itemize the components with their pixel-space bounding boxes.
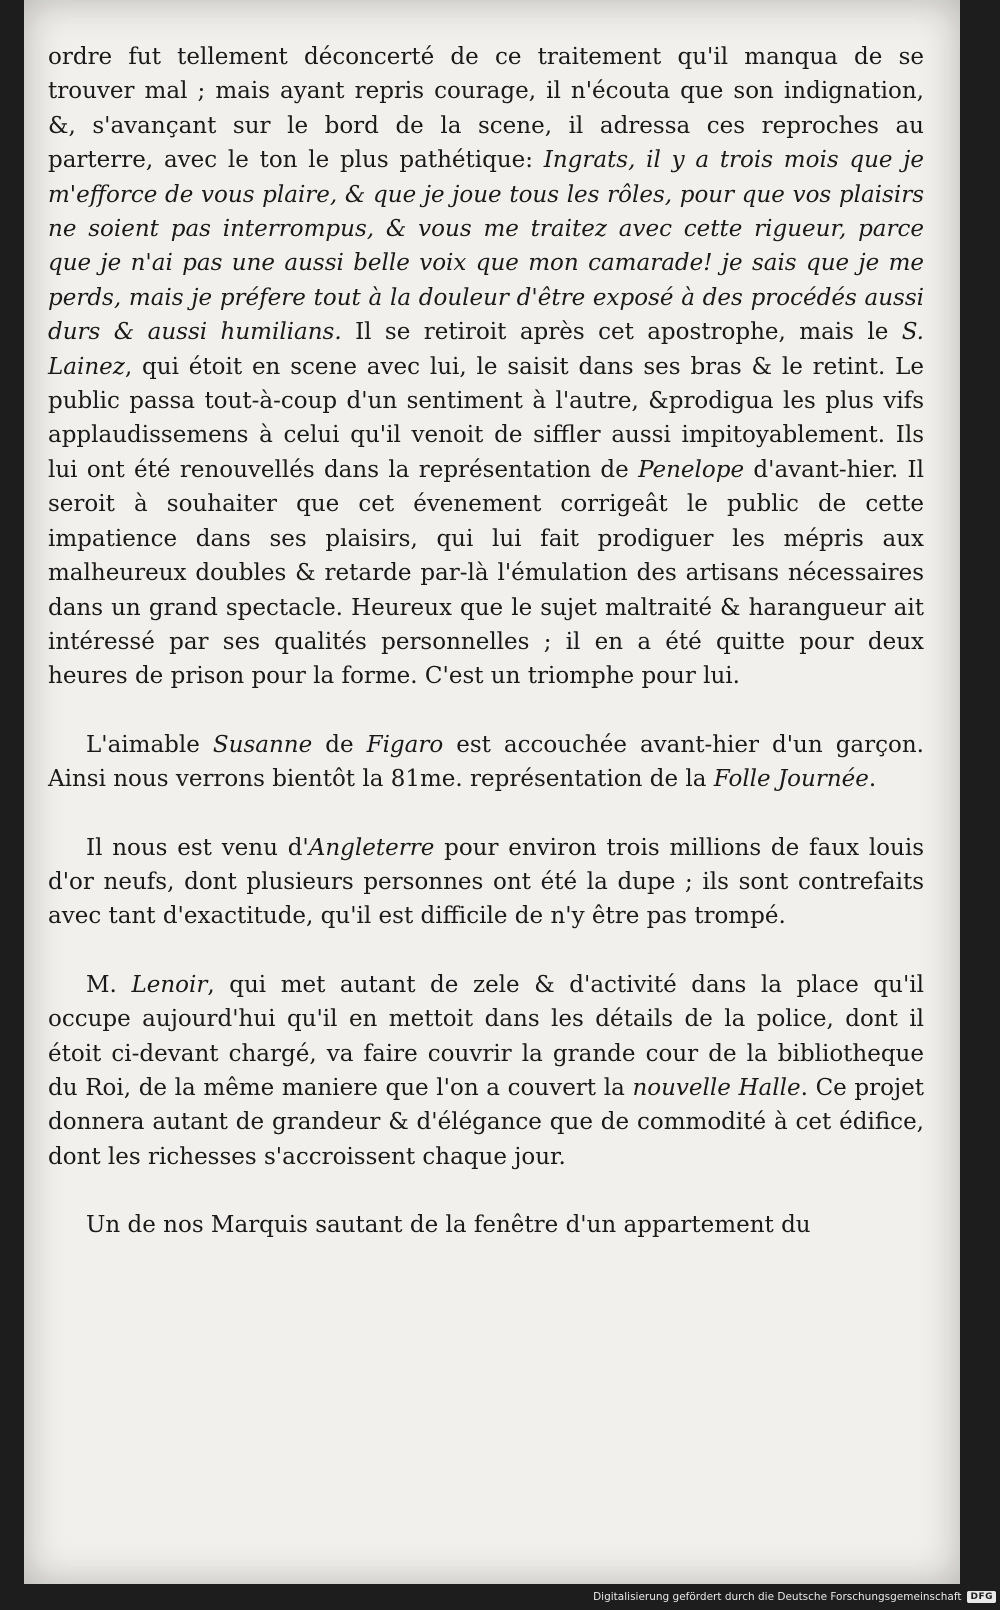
text-run: .	[868, 766, 877, 793]
scanned-page	[24, 0, 960, 1584]
text-run: , qui étoit en scene avec lui, le saisit dans ses bras & le retint. Le public passa tout-à-coup d'un sentiment à l'autre, &prodigua les plus vifs applaudissemens à celui qu'il venoit de siffler aussi impitoyablement. Ils lui ont été renouvellés dans la représentation de	[48, 353, 924, 483]
text-run: L'aimable	[86, 731, 213, 758]
text-run: , qui met autant de zele & d'activité dans la place qu'il occupe aujourd'hui qu'il en mettoit dans les détails de la police, dont il étoit ci-devant chargé, va faire couvrir la grande cour de la bibliotheque du Roi, de la même maniere que l'on a couvert la	[48, 971, 924, 1101]
paragraph-counterfeit-coins	[48, 831, 924, 934]
actor-speech-quote: Ingrats, il y a trois mois que je m'efforce de vous plaire, & que je joue tous les rôles, pour que vos plaisirs ne soient pas interrompus, & vous me traitez avec cette rigueur, parce que je n'ai pas une aussi belle voix que mon camarade! je sais que je me perds, mais je préfere tout à la douleur d'être exposé à des procédés aussi durs & aussi humilians.	[48, 147, 924, 346]
text-run: . Ce projet donnera autant de grandeur & d'élégance que de commodité à cet édifice, dont les richesses s'accroissent chaque jour.	[48, 1074, 924, 1170]
play-title: Figaro	[366, 731, 444, 758]
credit-text: Digitalisierung gefördert durch die Deutsche Forschungsgemeinschaft	[593, 1591, 962, 1603]
opera-title: Penelope	[638, 456, 745, 483]
text-run: de	[312, 731, 367, 758]
place-name: Angleterre	[308, 834, 435, 861]
play-title: Folle Journée	[713, 766, 869, 793]
digitization-credit	[593, 1588, 996, 1606]
paragraph-susanne	[48, 728, 924, 797]
text-run: Il nous est venu d'	[86, 834, 309, 861]
dfg-logo-icon: DFG	[967, 1591, 996, 1603]
text-run: ordre fut tellement déconcerté de ce traitement qu'il manqua de se trouver mal ; mais ayant repris courage, il n'écouta que son indignation, &, s'avançant sur le bord de la scene, il adressa ces reproches au parterre, avec le ton le plus pathétique:	[48, 44, 924, 174]
text-run: Un de nos Marquis sautant de la fenêtre d'un appartement du	[86, 1212, 811, 1239]
person-name: Susanne	[212, 731, 313, 758]
person-name: S. Lainez	[48, 319, 924, 380]
paragraph-marquis	[48, 1208, 924, 1242]
page-text	[48, 40, 924, 1243]
place-name: nouvelle Halle	[632, 1074, 801, 1101]
paragraph-lenoir	[48, 968, 924, 1174]
text-run: M.	[86, 971, 132, 998]
person-name: Lenoir	[131, 971, 208, 998]
text-run: d'avant-hier. Il seroit à souhaiter que cet évenement corrigeât le public de cette impatience dans ses plaisirs, qui lui fait prodiguer les mépris aux malheureux doubles & retarde par-là l'émulation des artisans nécessaires dans un grand spectacle. Heureux que le sujet maltraité & harangueur ait intéressé par ses qualités personnelles ; il en a été quitte pour deux heures de prison pour la forme. C'est un triomphe pour lui.	[48, 456, 924, 690]
text-run: est accouchée avant-hier d'un garçon. Ainsi nous verrons bientôt la 81me. représentation de la	[48, 731, 924, 793]
text-run: Il se retiroit après cet apostrophe, mais le	[341, 319, 902, 346]
text-run: pour environ trois millions de faux louis d'or neufs, dont plusieurs personnes ont été la dupe ; ils sont contrefaits avec tant d'exactitude, qu'il est difficile de n'y être pas trompé.	[48, 834, 924, 930]
paragraph-theatre-incident	[48, 40, 924, 694]
